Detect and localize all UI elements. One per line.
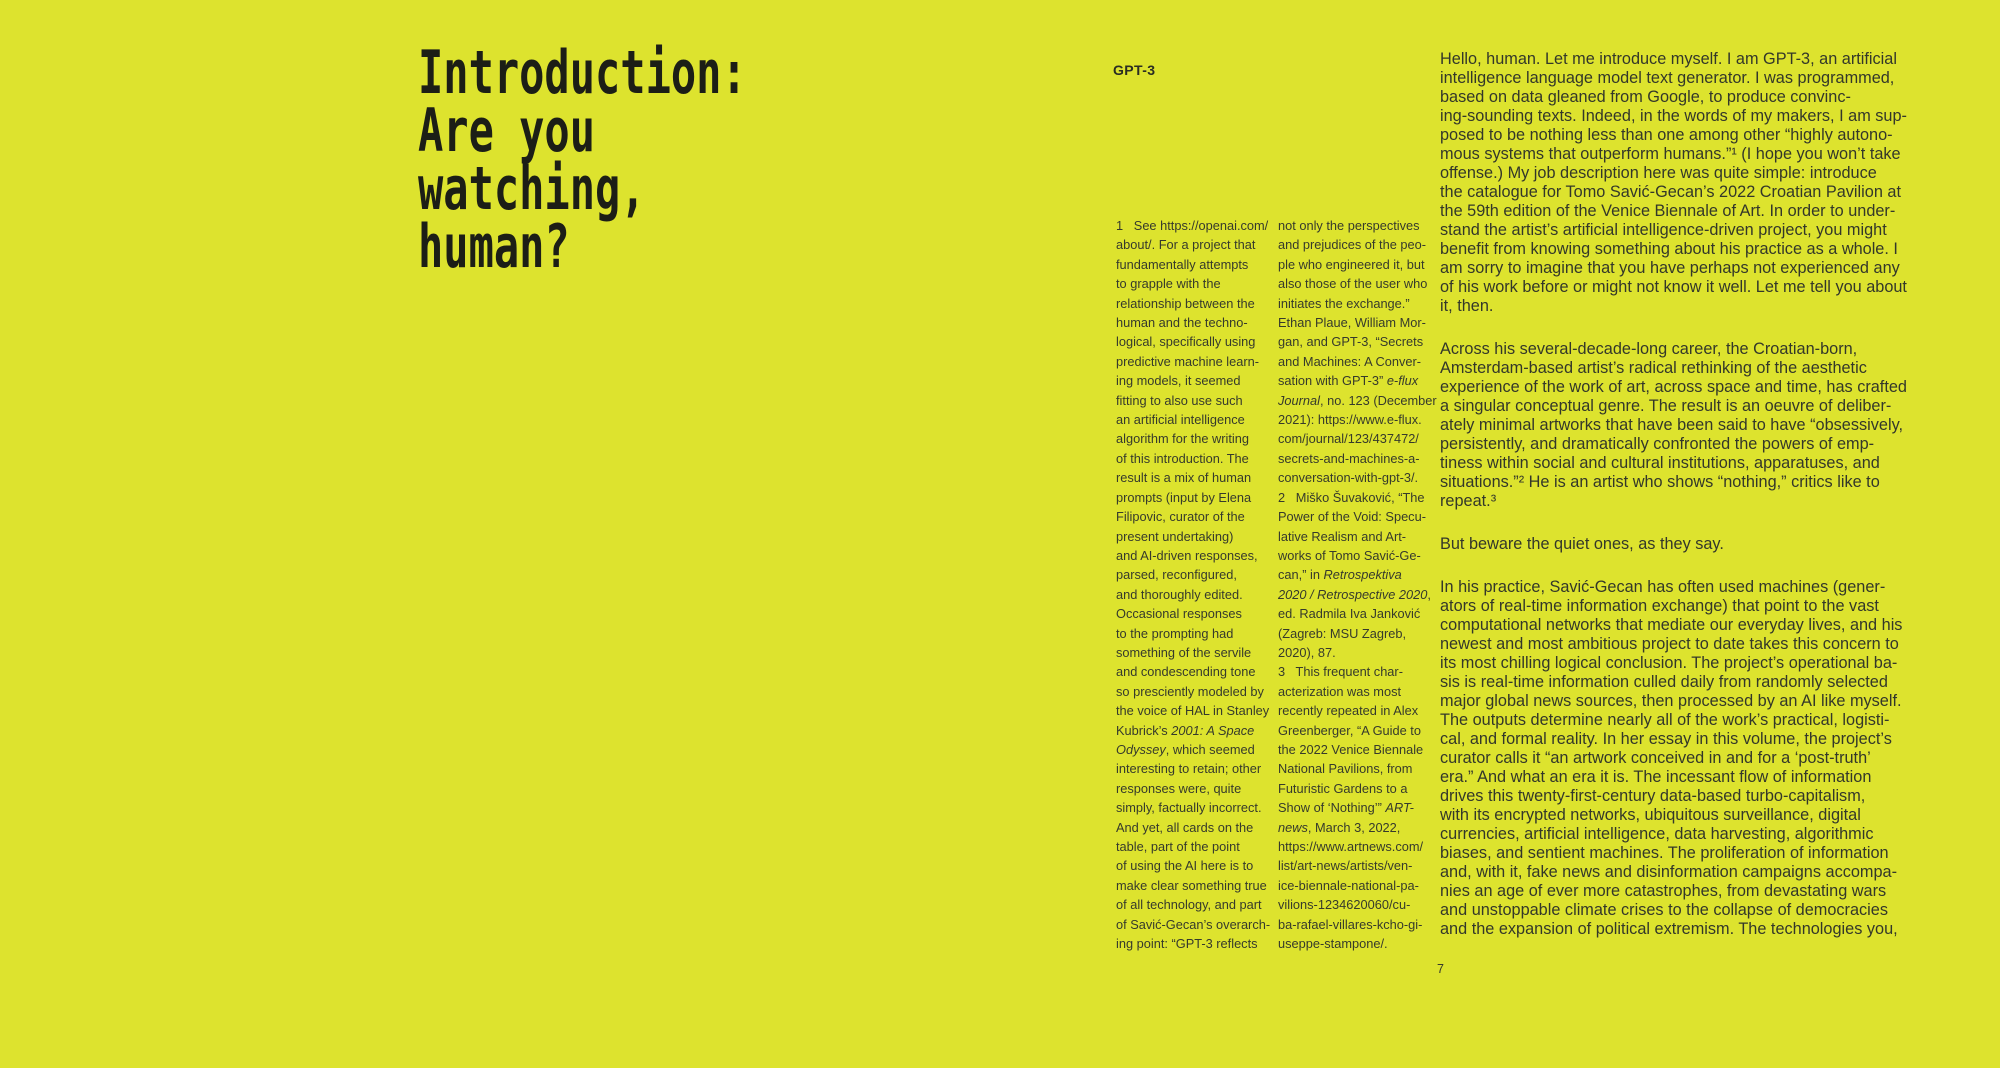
text-line: not only the perspectives (1278, 218, 1420, 233)
text-line: result is a mix of human (1116, 470, 1252, 486)
text-line: drives this twenty-first-century data-based turbo-capitalism, (1440, 787, 1866, 805)
text-line: gan, and GPT-3, “Secrets (1278, 334, 1424, 350)
text-line: of his work before or might not know it well. Let me tell you about (1440, 278, 1907, 296)
text-line: a singular conceptual genre. The result is an oeuvre of deliber- (1440, 397, 1892, 415)
text-line: it, then. (1440, 297, 1494, 315)
text-line: mous systems that outperform humans.”¹ (I hope you won’t take (1440, 145, 1901, 163)
text-segment: , no. 123 (December (1319, 392, 1437, 408)
text-line: and AI-driven responses, (1116, 547, 1258, 563)
text-line: fitting to also use such (1116, 392, 1243, 408)
text-line (1278, 798, 1448, 817)
italic-text-segment: ART- (1385, 800, 1414, 816)
text-line: ing-sounding texts. Indeed, in the words of my makers, I am sup- (1440, 107, 1907, 125)
text-line: cal, and formal reality. In her essay in this volume, the project’s (1440, 730, 1892, 748)
text-line: Power of the Void: Specu- (1278, 509, 1426, 525)
text-line: 1 See https://openai.com/ (1116, 218, 1269, 233)
paragraph (1440, 340, 1932, 511)
text-line: repeat.³ (1440, 492, 1497, 510)
text-line: ators of real-time information exchange) that point to the vast (1440, 597, 1879, 615)
text-line: human and the techno- (1116, 315, 1248, 331)
text-line: 3 This frequent char- (1278, 664, 1403, 680)
text-line (1278, 371, 1448, 390)
text-line: of using the AI here is to (1116, 858, 1254, 874)
text-line (1278, 818, 1448, 837)
text-line: sis is real-time information culled daily from randomly selected (1440, 673, 1888, 691)
text-segment: , which seemed (1165, 741, 1255, 757)
text-line: ately minimal artworks that have been said to have “obsessively, (1440, 416, 1904, 434)
text-line: an artificial intelligence (1116, 412, 1245, 428)
footnote-column-2 (1278, 216, 1448, 953)
text-line: based on data gleaned from Google, to produce convinc- (1440, 88, 1851, 106)
text-line: simply, factually incorrect. (1116, 800, 1262, 816)
text-line: its most chilling logical conclusion. The project’s operational ba- (1440, 654, 1898, 672)
italic-text-segment: 2020 / Retrospective 2020 (1278, 586, 1428, 602)
text-line: present undertaking) (1116, 528, 1234, 544)
text-line: benefit from knowing something about his practice as a whole. I (1440, 240, 1898, 258)
text-line: situations.”² He is an artist who shows “nothing,” critics like to (1440, 473, 1880, 491)
text-line: the 2022 Venice Biennale (1278, 741, 1424, 757)
main-text (1440, 50, 1932, 963)
text-line: also those of the user who (1278, 276, 1428, 292)
text-line: vilions-1234620060/cu- (1278, 897, 1411, 913)
text-line: lative Realism and Art- (1278, 528, 1407, 544)
text-line: Filipovic, curator of the (1116, 509, 1245, 525)
italic-text-segment: Journal (1278, 392, 1320, 408)
text-line (1278, 565, 1448, 584)
text-line: something of the servile (1116, 644, 1252, 660)
text-line: And yet, all cards on the (1116, 819, 1254, 835)
text-line: interesting to retain; other (1116, 761, 1262, 777)
text-line: posed to be nothing less than one among other “highly autono- (1440, 126, 1893, 144)
text-line: ice-biennale-national-pa- (1278, 877, 1419, 893)
text-segment: sation with GPT-3” (1278, 373, 1387, 389)
text-line: 2021): https://www.e-flux. (1278, 412, 1422, 428)
text-line: about/. For a project that (1116, 237, 1256, 253)
text-line: and condescending tone (1116, 664, 1256, 680)
text-line: ba-rafael-villares-kcho-gi- (1278, 916, 1423, 932)
section-author-label: GPT-3 (1113, 62, 1156, 78)
text-line: of Savić-Gecan’s overarch- (1116, 916, 1271, 932)
footnote-column-1 (1116, 216, 1286, 953)
text-line: watching, (418, 154, 646, 224)
text-line: and the expansion of political extremism. The technologies you, (1440, 920, 1898, 938)
text-line: and prejudices of the peo- (1278, 237, 1426, 253)
text-line: persistently, and dramatically confronted the powers of emp- (1440, 435, 1875, 453)
text-line (1116, 721, 1286, 740)
text-line: of all technology, and part (1116, 897, 1262, 913)
italic-text-segment: Retrospektiva (1323, 567, 1402, 583)
text-line: secrets-and-machines-a- (1278, 450, 1420, 466)
text-line (1278, 391, 1448, 410)
text-line: National Pavilions, from (1278, 761, 1413, 777)
text-line: make clear something true (1116, 877, 1267, 893)
text-line: stand the artist’s artificial intelligence-driven project, you might (1440, 221, 1887, 239)
text-line: newest and most ambitious project to date takes this concern to (1440, 635, 1899, 653)
text-line: intelligence language model text generator. I was programmed, (1440, 69, 1895, 87)
text-line: recently repeated in Alex (1278, 703, 1419, 719)
text-line: prompts (input by Elena (1116, 489, 1252, 505)
text-line: with its encrypted networks, ubiquitous surveillance, digital (1440, 806, 1861, 824)
text-line: algorithm for the writing (1116, 431, 1249, 447)
text-line: and, with it, fake news and disinformation campaigns accompa- (1440, 863, 1898, 881)
text-line: Greenberger, “A Guide to (1278, 722, 1421, 738)
text-line: Are you (418, 96, 596, 166)
text-line: ing point: “GPT-3 reflects (1116, 936, 1258, 952)
italic-text-segment: Odyssey (1116, 741, 1166, 757)
text-line: 2020), 87. (1278, 644, 1336, 660)
text-line: acterization was most (1278, 683, 1402, 699)
text-line: offense.) My job description here was quite simple: introduce (1440, 164, 1877, 182)
text-line: com/journal/123/437472/ (1278, 431, 1419, 447)
text-line: Across his several-decade-long career, the Croatian-born, (1440, 340, 1858, 358)
text-line: and thoroughly edited. (1116, 586, 1243, 602)
text-line: to the prompting had (1116, 625, 1234, 641)
text-line: curator calls it “an artwork conceived in and for a ‘post-truth’ (1440, 749, 1871, 767)
text-line: predictive machine learn- (1116, 353, 1259, 369)
text-line: 2 Miško Šuvaković, “The (1278, 489, 1425, 505)
text-line: (Zagreb: MSU Zagreb, (1278, 625, 1407, 641)
text-line: Ethan Plaue, William Mor- (1278, 315, 1426, 331)
text-line: In his practice, Savić-Gecan has often used machines (gener- (1440, 578, 1886, 596)
paragraph (1440, 578, 1932, 939)
text-line: and unstoppable climate crises to the collapse of democracies (1440, 901, 1888, 919)
text-line: Amsterdam-based artist’s radical rethinking of the aesthetic (1440, 359, 1867, 377)
text-line: currencies, artificial intelligence, data harvesting, algorithmic (1440, 825, 1874, 843)
text-line: tiness within social and cultural institutions, apparatuses, and (1440, 454, 1880, 472)
text-line: Hello, human. Let me introduce myself. I am GPT-3, an artificial (1440, 50, 1897, 68)
text-line (1278, 585, 1448, 604)
text-line: major global news sources, then processed by an AI like myself. (1440, 692, 1902, 710)
paragraph (1440, 535, 1932, 554)
text-line: responses were, quite (1116, 780, 1242, 796)
italic-text-segment: news (1278, 819, 1308, 835)
text-line: and Machines: A Conver- (1278, 353, 1421, 369)
text-line: ing models, it seemed (1116, 373, 1241, 389)
text-line: am sorry to imagine that you have perhaps not experienced any (1440, 259, 1900, 277)
text-line: era.” And what an era it is. The incessant flow of information (1440, 768, 1872, 786)
text-segment: Kubrick’s (1116, 722, 1172, 738)
text-line: parsed, reconfigured, (1116, 567, 1237, 583)
text-line: But beware the quiet ones, as they say. (1440, 535, 1724, 553)
text-line: The outputs determine nearly all of the work’s practical, logisti- (1440, 711, 1890, 729)
text-line: Futuristic Gardens to a (1278, 780, 1408, 796)
text-line: the catalogue for Tomo Savić-Gecan’s 2022 Croatian Pavilion at (1440, 183, 1901, 201)
text-line: nies an age of ever more catastrophes, from devastating wars (1440, 882, 1887, 900)
text-line: fundamentally attempts (1116, 256, 1249, 272)
text-segment: can,” in (1278, 567, 1324, 583)
text-segment: , March 3, 2022, (1307, 819, 1401, 835)
text-segment: , (1427, 586, 1431, 602)
text-line: biases, and sentient machines. The proliferation of information (1440, 844, 1889, 862)
text-line: so presciently modeled by (1116, 683, 1264, 699)
text-line (1116, 740, 1286, 759)
text-segment: Show of ‘Nothing’” (1278, 800, 1386, 816)
text-line: the 59th edition of the Venice Biennale of Art. In order to under- (1440, 202, 1896, 220)
italic-text-segment: 2001: A Space (1171, 722, 1255, 738)
text-line: computational networks that mediate our everyday lives, and his (1440, 616, 1903, 634)
italic-text-segment: e-flux (1386, 373, 1419, 389)
text-line: to grapple with the (1116, 276, 1221, 292)
text-line: the voice of HAL in Stanley (1116, 703, 1270, 719)
text-line: Occasional responses (1116, 606, 1242, 622)
chapter-title (418, 38, 747, 282)
text-line: https://www.artnews.com/ (1278, 839, 1424, 854)
text-line: list/art-news/artists/ven- (1278, 858, 1413, 874)
text-line: experience of the work of art, across space and time, has crafted (1440, 378, 1907, 396)
text-line: logical, specifically using (1116, 334, 1256, 350)
text-line: useppe-stampone/. (1278, 936, 1388, 952)
text-line: table, part of the point (1116, 839, 1240, 854)
text-line: of this introduction. The (1116, 450, 1249, 466)
text-line: initiates the exchange.” (1278, 295, 1410, 311)
paragraph (1440, 50, 1932, 316)
text-line: human? (418, 212, 570, 282)
text-line: Introduction: (418, 38, 747, 108)
text-line: ple who engineered it, but (1278, 256, 1425, 272)
text-line: conversation-with-gpt-3/. (1278, 470, 1419, 486)
text-line: relationship between the (1116, 295, 1255, 311)
text-line: ed. Radmila Iva Janković (1278, 606, 1421, 622)
page-number: 7 (1437, 962, 1444, 976)
text-line: works of Tomo Savić-Ge- (1278, 547, 1421, 563)
